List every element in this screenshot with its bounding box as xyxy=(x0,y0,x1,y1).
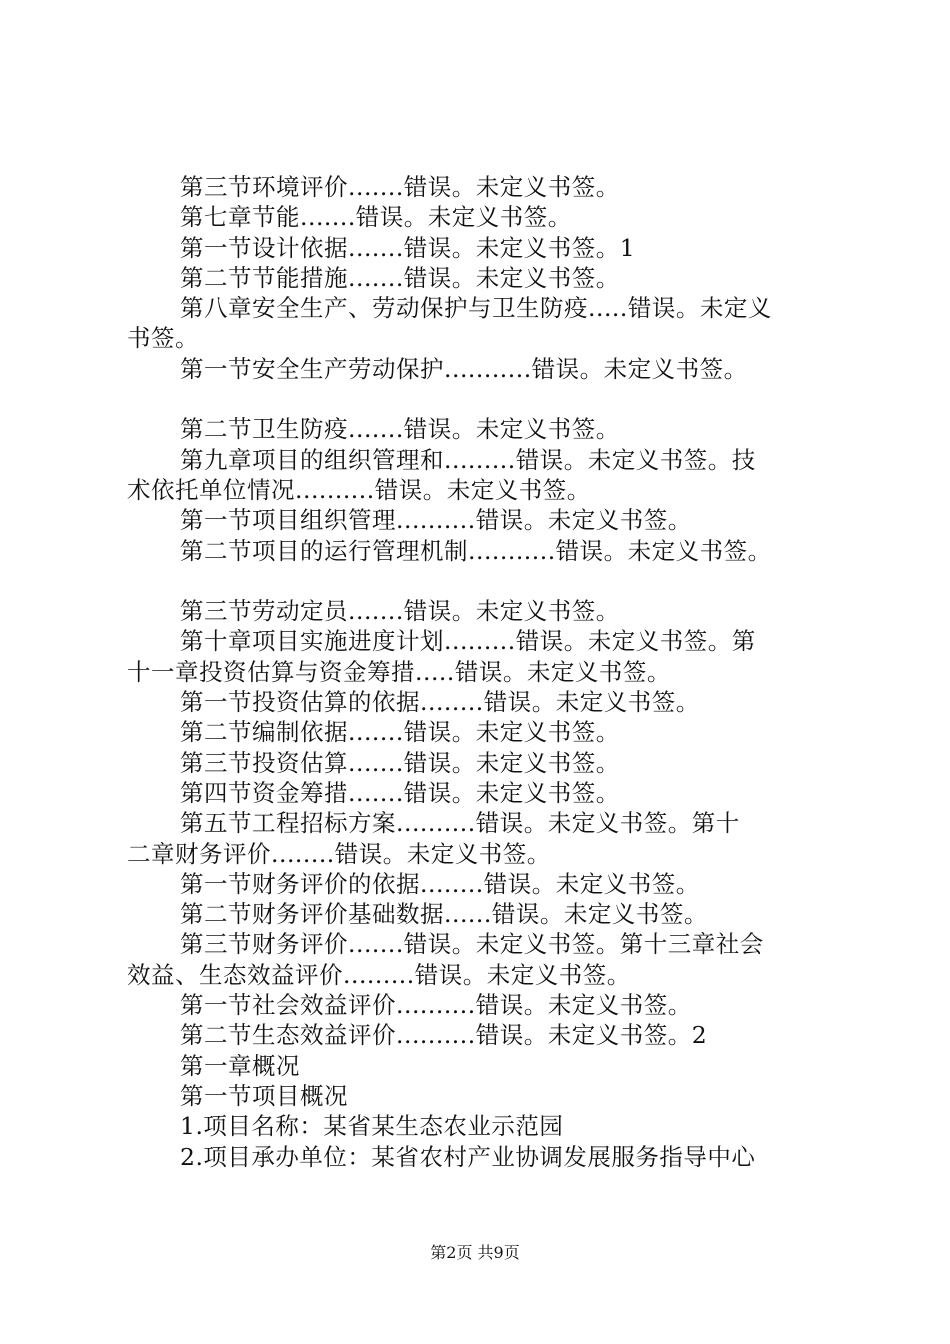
text-line: 第三节财务评价.......错误。未定义书签。第十三章社会 xyxy=(180,930,764,959)
text-line: 第七章节能.......错误。未定义书签。 xyxy=(180,203,572,232)
text-line: 1.项目名称：某省某生态农业示范园 xyxy=(180,1112,564,1141)
text-line: 第二节节能措施.......错误。未定义书签。 xyxy=(180,263,620,292)
text-line: 第三节劳动定员.......错误。未定义书签。 xyxy=(180,597,620,626)
text-line: 二章财务评价........错误。未定义书签。 xyxy=(127,839,551,868)
text-line: 第一章概况 xyxy=(180,1051,300,1080)
text-line: 第十章项目实施进度计划.........错误。未定义书签。第 xyxy=(180,627,756,656)
text-line: 第一节项目组织管理..........错误。未定义书签。 xyxy=(180,506,692,535)
text-line: 十一章投资估算与资金筹措.....错误。未定义书签。 xyxy=(127,657,671,686)
blank-line xyxy=(127,384,847,414)
text-line: 第九章项目的组织管理和.........错误。未定义书签。技 xyxy=(180,445,756,474)
text-line: 书签。 xyxy=(127,324,199,353)
text-line: 第一节社会效益评价..........错误。未定义书签。 xyxy=(180,991,692,1020)
text-line: 第八章安全生产、劳动保护与卫生防疫.....错误。未定义 xyxy=(180,294,772,323)
page-footer: 第2页 共9页 xyxy=(430,1243,520,1262)
text-line: 第二节生态效益评价..........错误。未定义书签。2 xyxy=(180,1021,708,1050)
text-line: 第一节项目概况 xyxy=(180,1081,348,1110)
text-line: 第一节投资估算的依据........错误。未定义书签。 xyxy=(180,688,700,717)
text-line: 第五节工程招标方案..........错误。未定义书签。第十 xyxy=(180,809,740,838)
text-line: 效益、生态效益评价.........错误。未定义书签。 xyxy=(127,960,631,989)
blank-line xyxy=(127,566,847,596)
text-line: 第二节财务评价基础数据......错误。未定义书签。 xyxy=(180,900,708,929)
text-line: 2.项目承办单位：某省农村产业协调发展服务指导中心 xyxy=(180,1142,756,1171)
text-line: 第二节编制依据.......错误。未定义书签。 xyxy=(180,718,620,747)
text-line: 第一节安全生产劳动保护...........错误。未定义书签。 xyxy=(180,354,748,383)
text-line: 术依托单位情况..........错误。未定义书签。 xyxy=(127,475,591,504)
text-line: 第二节卫生防疫.......错误。未定义书签。 xyxy=(180,415,620,444)
text-line: 第一节财务评价的依据........错误。未定义书签。 xyxy=(180,869,700,898)
text-line: 第二节项目的运行管理机制...........错误。未定义书签。 xyxy=(180,536,772,565)
text-line: 第一节设计依据.......错误。未定义书签。1 xyxy=(180,233,636,262)
document-body xyxy=(127,172,847,1172)
text-line: 第三节环境评价.......错误。未定义书签。 xyxy=(180,173,620,201)
text-line: 第四节资金筹措.......错误。未定义书签。 xyxy=(180,778,620,807)
text-line: 第三节投资估算.......错误。未定义书签。 xyxy=(180,748,620,777)
